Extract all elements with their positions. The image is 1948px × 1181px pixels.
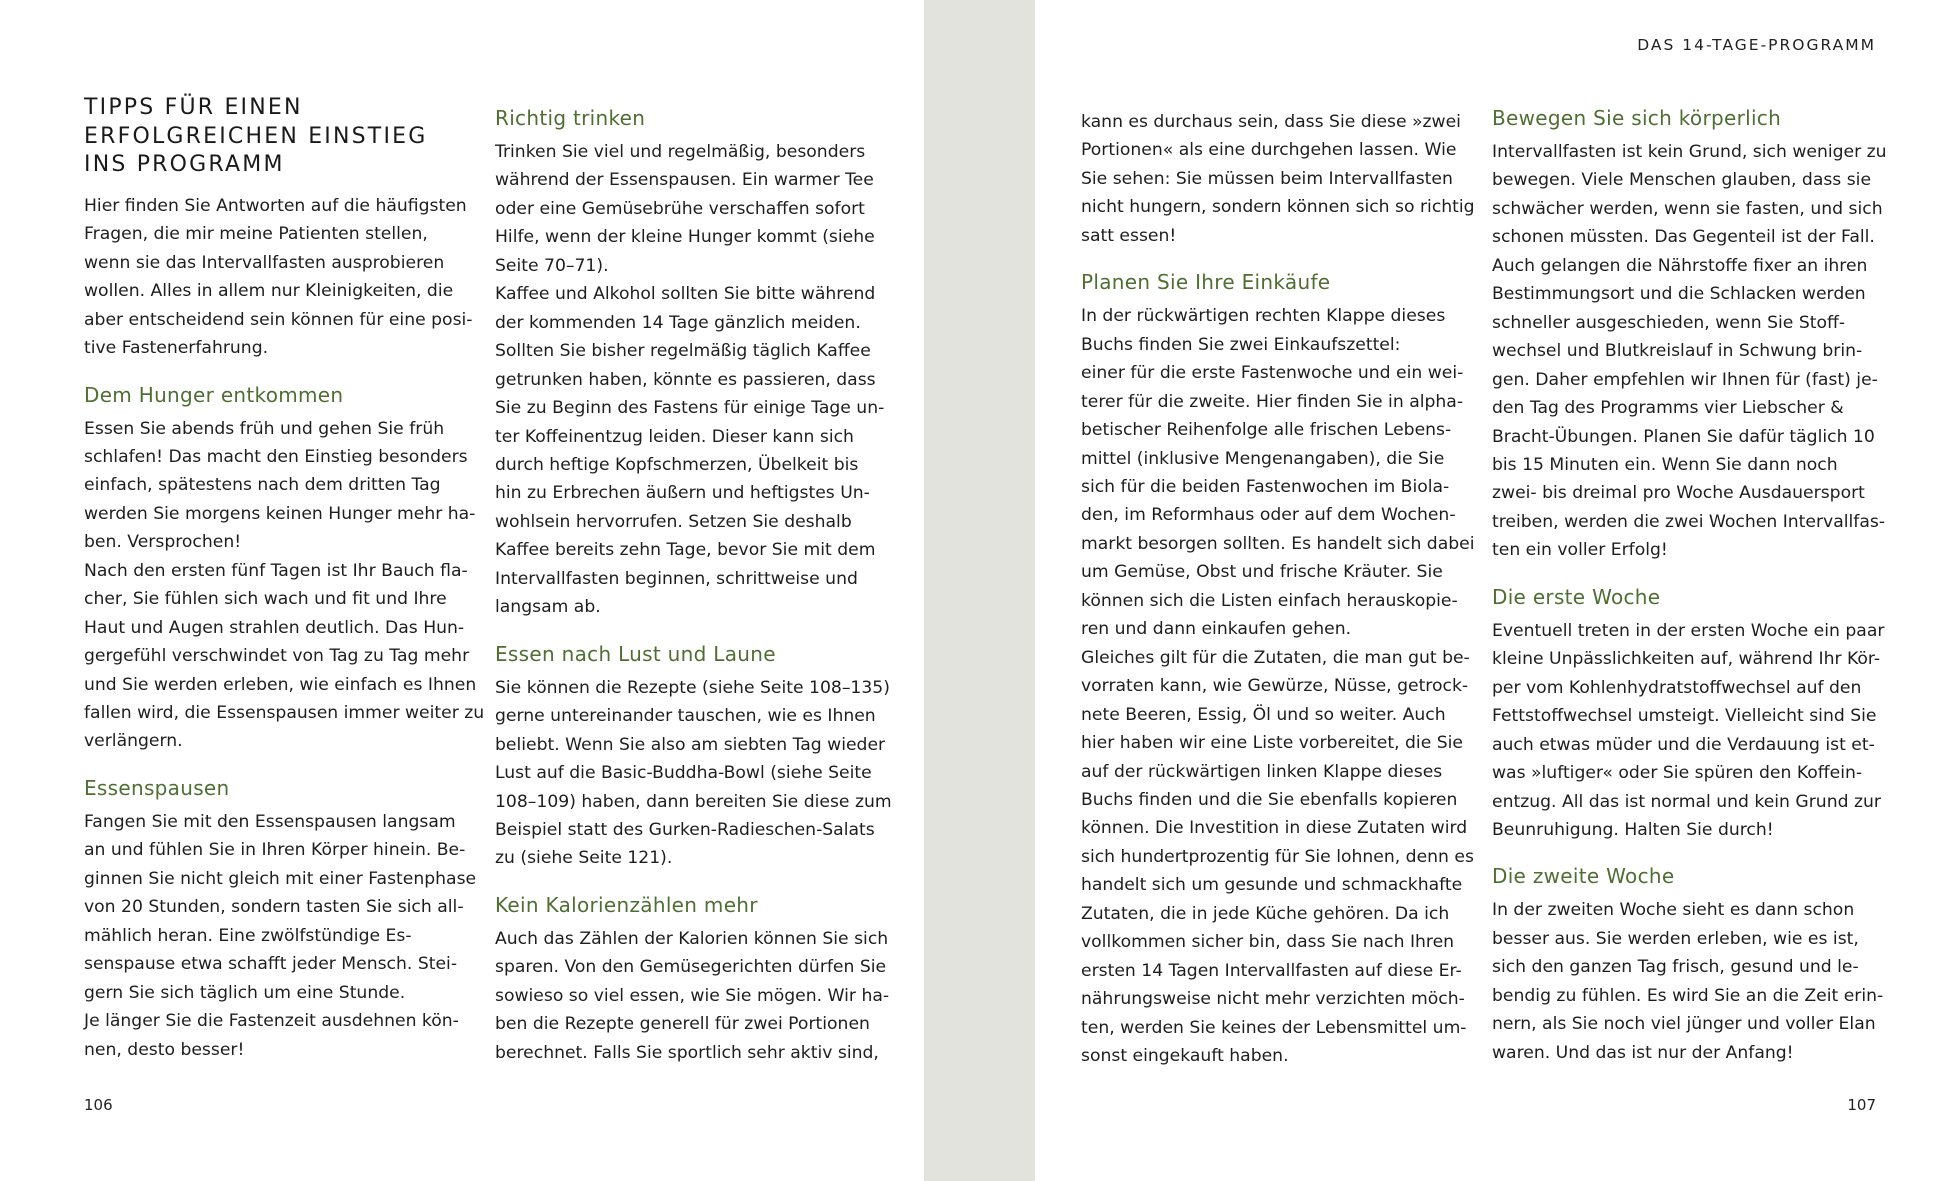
column-1	[84, 94, 484, 1064]
page-title: TIPPS FÜR EINEN ERFOLGREICHEN EINSTIEG INS PROGRAMM	[84, 95, 428, 178]
section-heading: Essen nach Lust und Laune	[495, 641, 776, 666]
section-heading: Bewegen Sie sich körperlich	[1492, 106, 1782, 130]
section-text: In der zweiten Woche sieht es dann schon besser aus. Sie werden erleben, wie es ist, sich den ganzen Tag frisch, gesund und le- bendig zu fühlen. Es wird Sie an die Zeit erin- nern, als Sie noch viel jünger und voller Elan waren. Und das ist nur der Anfang!	[1492, 900, 1884, 1063]
page-number-right: 107	[1847, 1096, 1876, 1114]
section-heading: Dem Hunger entkommen	[84, 382, 344, 407]
section-text: Trinken Sie viel und regelmäßig, besonders während der Essenspausen. Ein warmer Tee oder eine Gemüsebrühe verschaffen sofort Hilfe, wenn der kleine Hunger kommt (siehe Seite 70–71). Kaffee und Alkohol sollten Sie bitte während der kommenden 14 Tage gänzlich meiden. Sollten Sie bisher regelmäßig täglich Kaffee getrunken haben, könnte es passieren, dass Sie zu Beginn des Fastens für einige Tage un- ter Koffeinentzug leiden. Dieser kann sich durch heftige Kopfschmerzen, Übelkeit bis hin zu Erbrechen äußern und heftigstes Un- wohlsein hervorrufen. Setzen Sie deshalb Kaffee bereits zehn Tage, bevor Sie mit dem Intervallfasten beginnen, schrittweise und langsam ab.	[495, 142, 885, 618]
section-text: Auch das Zählen der Kalorien können Sie sich sparen. Von den Gemüsegerichten dürfen Sie sowieso so viel essen, wie Sie mögen. Wir ha- ben die Rezepte generell für zwei Portionen berechnet. Falls Sie sportlich sehr aktiv sind,	[495, 928, 890, 1063]
column-2	[495, 98, 895, 1067]
section-text: In der rückwärtigen rechten Klappe dieses Buchs finden Sie zwei Einkaufszettel: einer für die erste Fastenwoche und ein wei- terer für die zweite. Hier finden Sie in alpha- betischer Reihenfolge alle frischen Lebens- mittel (inklusive Mengenangaben), die Sie sich für die beiden Fastenwochen im Biola- den, im Reformhaus oder auf dem Wochen- markt besorgen sollten. Es handelt sich dabei um Gemüse, Obst und frische Kräuter. Sie können sich die Listen einfach herauskopie- ren und dann einkaufen gehen. Gleiches gilt für die Zutaten, die man gut be- vorraten kann, wie Gewürze, Nüsse, getrock- nete Beeren, Essig, Öl und so weiter. Auch hier haben wir eine Liste vorbereitet, die Sie auf der rückwärtigen linken Klappe dieses Buchs finden und die Sie ebenfalls kopieren können. Die Investition in diese Zutaten wird sich hundertprozentig für Sie lohnen, denn es handelt sich um gesunde und schmackhafte Zutaten, die in jede Küche gehören. Da ich vollkommen sicher bin, dass Sie nach Ihren ersten 14 Tagen Intervallfasten auf diese Er- nährungsweise nicht mehr verzichten möch- ten, werden Sie keines der Lebensmittel um- sonst eingekauft haben.	[1081, 306, 1475, 1067]
intro-text: Hier finden Sie Antworten auf die häufigsten Fragen, die mir meine Patienten stellen, wenn sie das Intervallfasten ausprobieren wollen. Alles in allem nur Kleinigkeiten, die aber entscheidend sein können für eine posi- tive Fastenerfahrung.	[84, 195, 473, 359]
section-text: Intervallfasten ist kein Grund, sich weniger zu bewegen. Viele Menschen glauben, dass sie schwächer werden, wenn sie fasten, und sich schonen müssten. Das Gegenteil ist der Fall. Auch gelangen die Nährstoffe fixer an ihren Bestimmungsort und die Schlacken werden schneller ausgeschieden, wenn Sie Stoff- wechsel und Blutkreislauf in Schwung brin- gen. Daher empfehlen wir Ihnen für (fast) je- den Tag des Programms vier Liebscher & Bracht-Übungen. Planen Sie dafür täglich 10 bis 15 Minuten ein. Wenn Sie dann noch zwei- bis dreimal pro Woche Ausdauersport treiben, werden die zwei Wochen Intervallfas- ten ein voller Erfolg!	[1492, 142, 1887, 561]
section-text: Fangen Sie mit den Essenspausen langsam an und fühlen Sie in Ihren Körper hinein. Be- ginnen Sie nicht gleich mit einer Fastenphase von 20 Stunden, sondern tasten Sie sich all- mählich heran. Eine zwölfstündige Es- senspause etwa schafft jeder Mensch. Stei- gern Sie sich täglich um eine Stunde. Je länger Sie die Fastenzeit ausdehnen kön- nen, desto besser!	[84, 811, 477, 1060]
column-3	[1081, 108, 1481, 1071]
section-text: Eventuell treten in der ersten Woche ein paar kleine Unpässlichkeiten auf, während Ihr Kör- per vom Kohlenhydratstoffwechsel auf den Fettstoffwechsel umsteigt. Vielleicht sind Sie auch etwas müder und die Verdauung ist et- was »luftiger« oder Sie spüren den Koffein- entzug. All das ist normal und kein Grund zur Beunruhigung. Halten Sie durch!	[1492, 620, 1885, 840]
section-text: Essen Sie abends früh und gehen Sie früh schlafen! Das macht den Einstieg besonders einfach, spätestens nach dem dritten Tag werden Sie morgens keinen Hunger mehr ha- ben. Versprochen! Nach den ersten fünf Tagen ist Ihr Bauch fla- cher, Sie fühlen sich wach und fit und Ihre Haut und Augen strahlen deutlich. Das Hun- gergefühl verschwindet von Tag zu Tag mehr und Sie werden erleben, wie einfach es Ihnen fallen wird, die Essenspausen immer weiter zu verlängern.	[84, 418, 485, 752]
book-gutter	[924, 0, 1035, 1181]
section-heading: Essenspausen	[84, 775, 230, 800]
section-heading: Die zweite Woche	[1492, 864, 1675, 889]
running-head: DAS 14-TAGE-PROGRAMM	[1637, 36, 1876, 54]
section-text: Sie können die Rezepte (siehe Seite 108–135) gerne untereinander tauschen, wie es Ihnen beliebt. Wenn Sie also am siebten Tag wieder Lust auf die Basic-Buddha-Bowl (siehe Seite 108–109) haben, dann bereiten Sie diese zum Beispiel statt des Gurken-Radieschen-Salats zu (siehe Seite 121).	[495, 677, 892, 869]
page-number-left: 106	[84, 1096, 113, 1114]
section-heading: Planen Sie Ihre Einkäufe	[1081, 270, 1331, 295]
column-4	[1492, 98, 1892, 1067]
section-heading: Kein Kalorienzählen mehr	[495, 892, 758, 917]
section-heading: Richtig trinken	[495, 106, 646, 130]
section-text-continued: kann es durchaus sein, dass Sie diese »zwei Portionen« als eine durchgehen lassen. Wie Sie sehen: Sie müssen beim Intervallfasten nicht hungern, sondern können sich so richtig satt essen!	[1081, 112, 1475, 246]
section-heading: Die erste Woche	[1492, 584, 1661, 609]
